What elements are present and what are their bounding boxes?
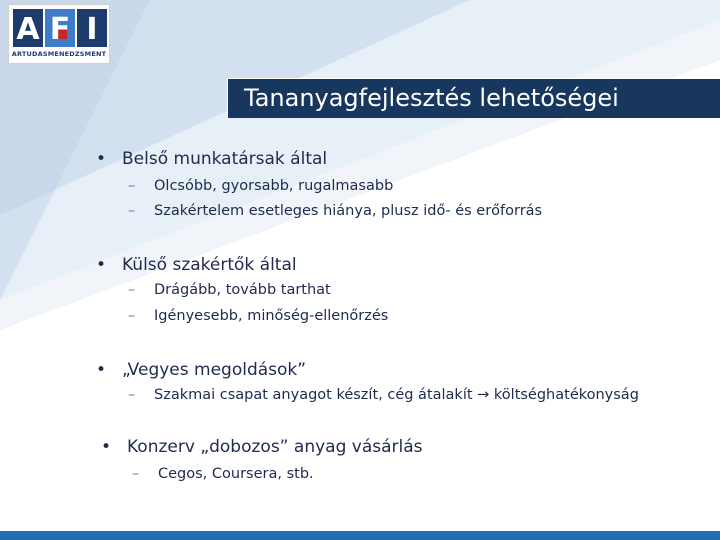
bullet: • — [96, 360, 107, 380]
logo-letter-i: I — [86, 12, 98, 47]
list-item-text: Külső szakértők által — [122, 255, 297, 275]
sub-item-text: Olcsóbb, gyorsabb, rugalmasabb — [154, 178, 394, 194]
logo-caption: ARTUDASMENEDZSMENT — [11, 50, 107, 58]
title-bar — [227, 78, 720, 118]
sub-item-text: Szakmai csapat anyagot készít, cég átalakít → költséghatékonyság — [154, 387, 639, 403]
list-item-text: Belső munkatársak által — [122, 149, 328, 169]
dash: – — [128, 178, 136, 194]
list-item-text: Konzerv „dobozos” anyag vásárlás — [127, 437, 423, 457]
dash: – — [128, 203, 136, 219]
sub-item — [132, 466, 314, 482]
sub-item — [128, 387, 639, 403]
sub-item — [128, 203, 543, 219]
sub-item-text: Drágább, tovább tarthat — [154, 282, 331, 298]
dash: – — [132, 466, 140, 482]
dash: – — [128, 387, 136, 403]
logo-letter-a: A — [16, 12, 40, 47]
list-item — [101, 437, 423, 457]
list-item — [96, 255, 297, 275]
dash: – — [128, 308, 136, 324]
sub-item-text: Igényesebb, minőség-ellenőrzés — [154, 308, 389, 324]
sub-item-text: Szakértelem esetleges hiánya, plusz idő- és erőforrás — [154, 203, 543, 219]
list-item — [96, 360, 307, 380]
dash: – — [128, 282, 136, 298]
sub-item — [128, 178, 394, 194]
sub-item-text: Cegos, Coursera, stb. — [158, 466, 314, 482]
logo-blocks — [13, 9, 107, 47]
list-item — [96, 149, 328, 169]
slide-title: Tananyagfejlesztés lehetőségei — [244, 84, 619, 112]
bullet: • — [101, 437, 112, 457]
bullet: • — [96, 149, 107, 169]
logo-letter-f: F — [49, 12, 71, 47]
company-logo — [8, 4, 110, 64]
list-item-text: „Vegyes megoldások” — [122, 360, 307, 380]
sub-item — [128, 282, 331, 298]
footer-bar — [0, 531, 720, 540]
bullet: • — [96, 255, 107, 275]
sub-item — [128, 308, 389, 324]
